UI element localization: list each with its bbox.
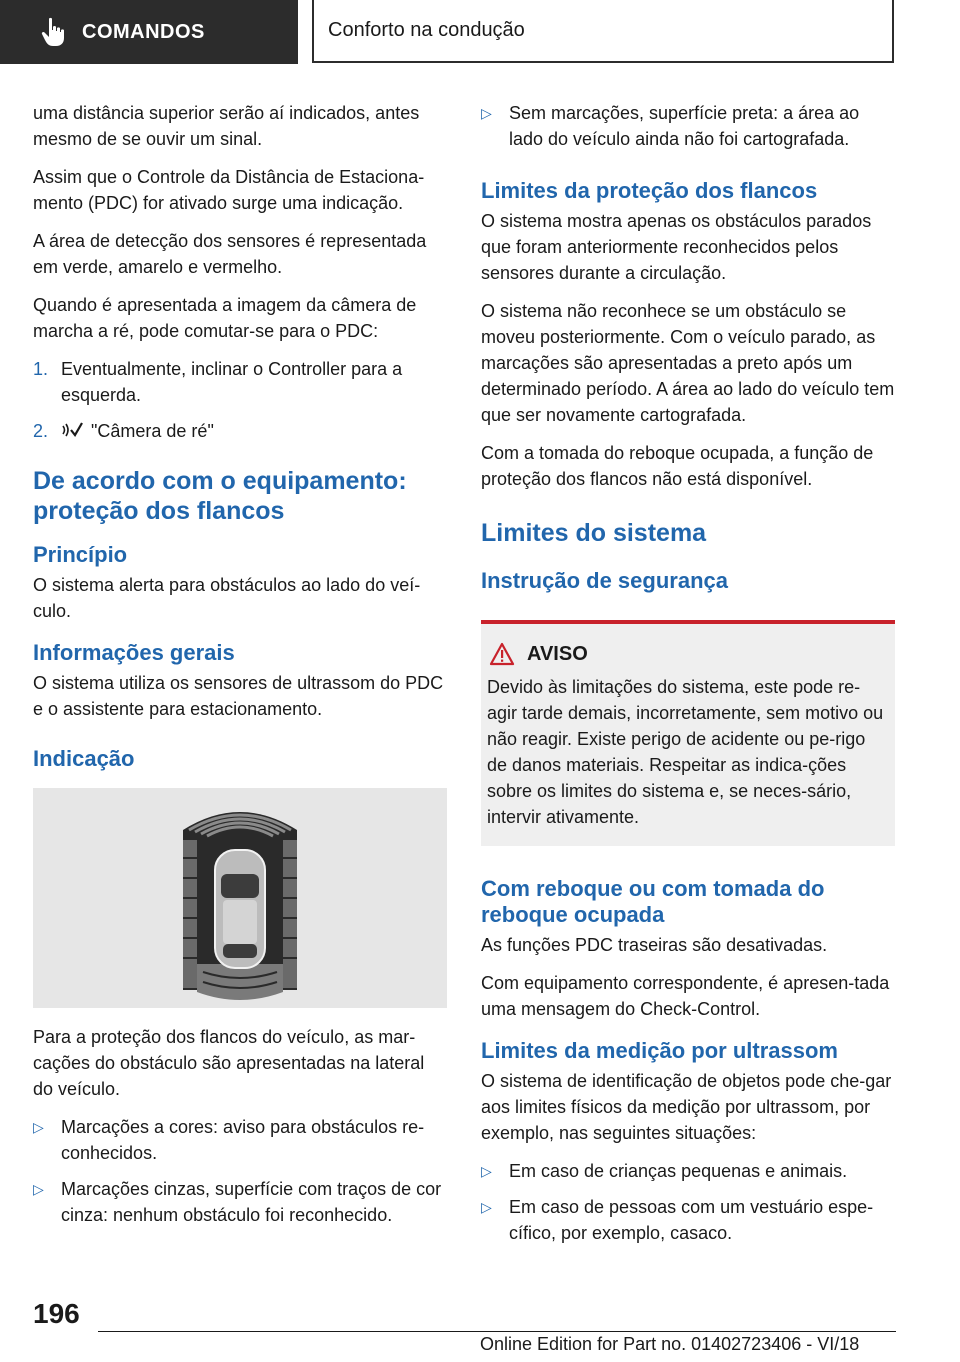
triangle-bullet-icon: ▷ [33, 1181, 44, 1197]
list-item-text: Em caso de crianças pequenas e animais. [509, 1161, 848, 1181]
figure-caption: Para a proteção dos flancos do veículo, as mar-cações do obstáculo são apresentadas na lateral do veículo. [33, 1027, 425, 1099]
warning-box [481, 620, 895, 846]
paragraph: Com a tomada do reboque ocupada, a função de proteção dos flancos não está disponível. [481, 443, 874, 489]
list-item [33, 1114, 447, 1166]
paragraph: Quando é apresentada a imagem da câmera de marcha a ré, pode comutar-se para o PDC: [33, 295, 417, 341]
paragraph: Com equipamento correspondente, é apresen-tada uma mensagem do Check-Control. [481, 973, 890, 1019]
page-header [0, 0, 960, 66]
subheading-safety: Instrução de segurança [481, 568, 728, 593]
numbered-step [33, 356, 447, 408]
flank-protection-figure [33, 788, 447, 1008]
triangle-bullet-icon: ▷ [33, 1119, 44, 1135]
hand-pointer-icon [40, 17, 66, 47]
paragraph: O sistema alerta para obstáculos ao lado do veí-culo. [33, 575, 421, 621]
subheading-principle: Princípio [33, 542, 128, 567]
subheading-display: Indicação [33, 746, 135, 771]
paragraph: A área de detecção dos sensores é representada em verde, amarelo e vermelho. [33, 231, 427, 277]
edition-text: Online Edition for Part no. 01402723406 - VI/18 [480, 1334, 860, 1354]
right-column [481, 100, 895, 1256]
warning-header [489, 642, 889, 666]
paragraph: uma distância superior serão aí indicados, antes mesmo de se ouvir um sinal. [33, 103, 420, 149]
footer-divider [98, 1331, 896, 1332]
section-heading: De acordo com o equipamento: proteção dos flancos [33, 467, 407, 525]
paragraph: O sistema de identificação de objetos pode che-gar aos limites físicos da medição por ultrassom, por exemplo, nas seguintes situações: [481, 1071, 892, 1143]
step-text: Eventualmente, inclinar o Controller para a esquerda. [61, 359, 403, 405]
step-number: 1. [33, 359, 49, 379]
section-heading-system-limits: Limites do sistema [481, 519, 707, 547]
subheading-trailer: Com reboque ou com tomada do reboque ocupada [481, 876, 825, 927]
numbered-step [33, 418, 447, 444]
left-column [33, 100, 447, 1238]
car-overhead-illustration [33, 788, 447, 1008]
section-tab-commands [0, 0, 298, 64]
warning-text: Devido às limitações do sistema, este pode re-agir tarde demais, incorretamente, sem motivo ou não reagir. Existe perigo de acidente ou pe-rigo de danos materiais. Respeitar as indica-ções sobre os limites do sistema e, se neces-sário, intervir ativamente. [487, 677, 884, 827]
paragraph: O sistema não reconhece se um obstáculo se moveu posteriormente. Com o veículo parado, as marcações são apresentadas a preto após um determinado período. A área ao lado do veículo tem que ser novamente cartografada. [481, 301, 895, 425]
list-item-text: Sem marcações, superfície preta: a área ao lado do veículo ainda não foi cartografada. [509, 103, 860, 149]
subheading-general: Informações gerais [33, 640, 235, 665]
paragraph: O sistema utiliza os sensores de ultrassom do PDC e o assistente para estacionamento. [33, 673, 444, 719]
list-item-text: Marcações cinzas, superfície com traços de cor cinza: nenhum obstáculo foi reconhecido. [61, 1179, 442, 1225]
list-item-text: Em caso de pessoas com um vestuário espe-cífico, por exemplo, casaco. [509, 1197, 874, 1243]
section-label: COMANDOS [82, 20, 205, 43]
pdc-sensor-icon [61, 421, 83, 439]
list-item [481, 100, 895, 152]
triangle-bullet-icon: ▷ [481, 105, 492, 121]
warning-title: AVISO [527, 642, 588, 665]
list-item-text: Marcações a cores: aviso para obstáculos re-conhecidos. [61, 1117, 425, 1163]
step-text: "Câmera de ré" [91, 421, 214, 441]
triangle-bullet-icon: ▷ [481, 1199, 492, 1215]
subheading-limits-flank: Limites da proteção dos flancos [481, 178, 818, 203]
subheading-ultrasound: Limites da medição por ultrassom [481, 1038, 838, 1063]
list-item [33, 1176, 447, 1228]
paragraph: Assim que o Controle da Distância de Estaciona-mento (PDC) for ativado surge uma indicação. [33, 167, 425, 213]
triangle-bullet-icon: ▷ [481, 1163, 492, 1179]
list-item [481, 1194, 895, 1246]
warning-triangle-icon [489, 642, 515, 666]
chapter-title: Conforto na condução [312, 0, 894, 63]
paragraph: As funções PDC traseiras são desativadas. [481, 935, 828, 955]
page-number: 196 [33, 1298, 80, 1329]
list-item [481, 1158, 895, 1184]
paragraph: O sistema mostra apenas os obstáculos parados que foram anteriormente reconhecidos pelos sensores durante a circulação. [481, 211, 872, 283]
step-number: 2. [33, 421, 49, 441]
